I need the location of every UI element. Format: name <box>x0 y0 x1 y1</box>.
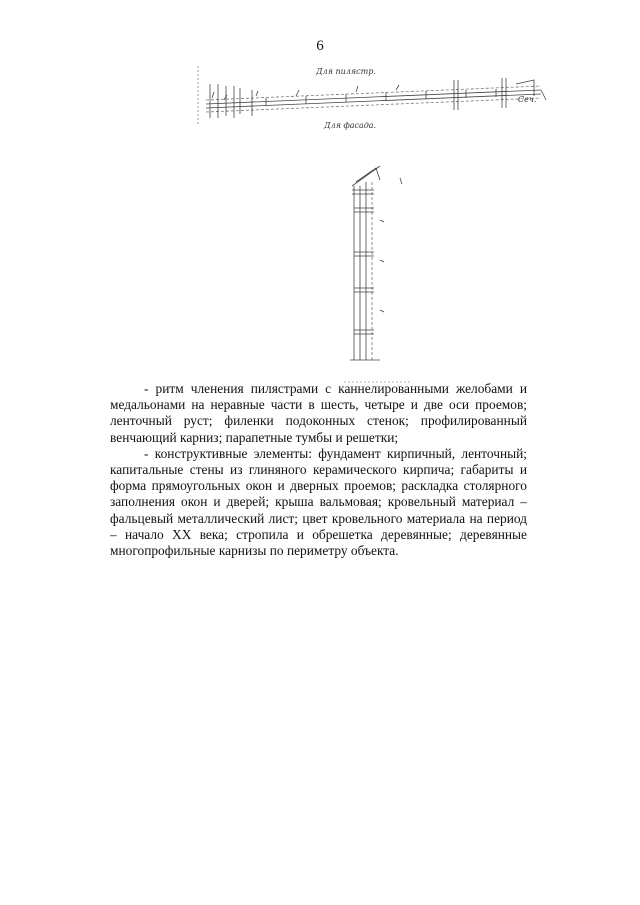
plan-label-top: Для пилястр. <box>316 67 376 76</box>
plan-label-right: Сеч. <box>518 95 537 104</box>
body-text <box>110 381 527 559</box>
plan-sketch-figure <box>196 56 548 134</box>
page-number: 6 <box>316 38 324 54</box>
plan-label-bottom: Для фасада. <box>324 121 377 130</box>
section-sketch-drawing <box>350 166 402 360</box>
paragraph-structural-elements: - конструктивные элементы: фундамент кирпичный, ленточный; капитальные стены из глиняного керамического кирпича; габариты и форма прямоугольных окон и дверных проемов; раскладка столярного заполнения окон и дверей; крыша вальмовая; кровельный материал – фальцевый металлический лист; цвет кровельного материала на период – начало XX века; стропила и обрешетка деревянные; деревянные многопрофильные карнизы по периметру объекта. <box>110 445 527 559</box>
section-sketch-figure <box>340 160 420 385</box>
paragraph-rhythm: - ритм членения пилястрами с каннелированными желобами и медальонами на неравные части в шесть, четыре и две оси проемов; ленточный руст; филенки подоконных стенок; профилированный венчающий карниз; парапетные тумбы и решетки; <box>110 381 527 445</box>
